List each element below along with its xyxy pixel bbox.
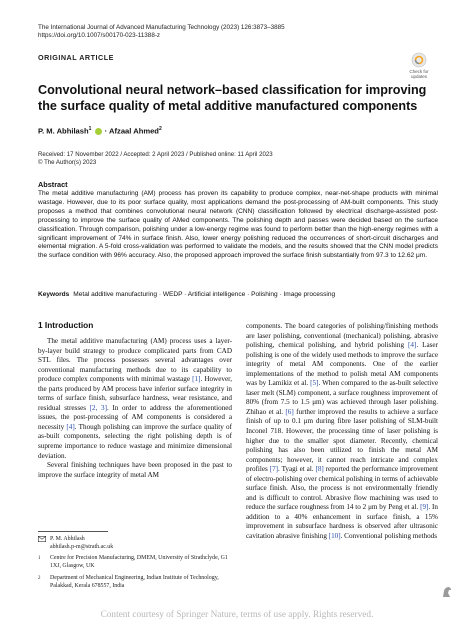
affiliation-2-text: Department of Mechanical Engineering, Indian Institute of Technology, Palakkad, Kerala 678557, India — [50, 574, 219, 589]
author-2[interactable]: Afzaal Ahmed — [109, 126, 159, 136]
abstract-heading: Abstract — [38, 180, 68, 189]
copyright-line: © The Author(s) 2023 — [38, 159, 97, 167]
author-2-affil: 2 — [158, 126, 162, 132]
citation-link[interactable]: [8] — [315, 465, 324, 474]
intro-paragraph-continued: components. The board categories of polishing/finishing methods are laser polishing, conventional (mechanical) polishing, abrasive polishing, chemical polishing, and hybrid polishing [4]. Laser polishing is one of the widely used methods to improve the surface integrity of metal AM components. One of the earlier implementations of the method to polish metal AM components was by Lamikiz et al. [5]. When compared to the as-built selective laser melt (SLM) component, a surface roughness improvement of 80% (from 7.5 to 1.5 μm) was achieved through laser polishing. Zhihao et al. [6] further improved the results to achieve a surface finish of up to 0.1 μm during fibre laser polishing of SLM-built Inconel 718. However, the processing time of laser polishing is higher due to the smaller spot diameter. Recently, chemical polishing has also been utilized to finish the metal AM components; however, it cannot reach intricate and complex profiles [7]. Tyagi et al. [8] reported the performance improvement of electro-polishing over chemical polishing in terms of achievable surface finish. Also, the process is not environmentally friendly and is difficult to control. Abrasive flow machining was used to reduce the surface roughness from 14 to 2 μm by Peng et al. [9]. In addition to a 40% enhancement in surface finish, a 15% improvement in subsurface hardness is observed after ultrasonic cavitation abrasive finishing [10]. Conventional polishing methods — [246, 322, 438, 541]
author-separator: · — [102, 126, 110, 136]
envelope-icon — [38, 536, 50, 551]
check-for-updates-badge[interactable] — [402, 52, 436, 79]
author-1-affil: 1 — [88, 126, 92, 132]
affiliation-1-mark: 1 — [38, 556, 41, 562]
corresponding-author — [38, 536, 232, 551]
section-heading-introduction: 1 Introduction — [38, 320, 94, 330]
article-dates — [38, 151, 273, 167]
citation-link[interactable]: [9] — [420, 503, 429, 512]
keywords-label: Keywords — [38, 291, 70, 298]
corresponding-author-name: P. M. Abhilash — [50, 536, 85, 542]
affiliation-2-mark: 2 — [38, 575, 41, 581]
check-updates-line2: updates — [410, 74, 427, 80]
paper-title: Convolutional neural network–based classification for improving the surface quality of metal additive manufactured components — [38, 83, 427, 113]
check-updates-line1: Check for — [409, 69, 429, 74]
abstract-text: The metal additive manufacturing (AM) process has proven its capability to produce complex, near-net-shape products with minimal wastage. However, due to its poor surface quality, most applications demand the post-processing of AM-built components. This study proposes a method that combines convolutional neural network (CNN) classification followed by electrical discharge-assisted post-processing to improve the surface quality of AMed components. The polishing depth and passes were decided based on the surface classification. Through comparison, polishing under a low-energy regime was found to perform better than the high-energy regimes with a significant improvement of 74% in surface finish. Also, lower energy polishing reduced the occurrences of short-circuit discharges and elemental migration. A 5-fold cross-validation was performed to validate the models, and the results showed that the CNN model predicts the surface condition with 96% accuracy. Also, the proposed approach improved the surface finish substantially from 97.3 to 12.62 μm. — [38, 190, 438, 260]
citation-link[interactable]: [4] — [408, 341, 417, 350]
citation-link[interactable]: [6] — [285, 407, 294, 416]
intro-paragraph-2: Several finishing techniques have been proposed in the past to improve the surface integrity of metal AM — [38, 461, 232, 479]
citation-link[interactable]: [10] — [328, 532, 341, 541]
affiliation-1-text: Centre for Precision Manufacturing, DMEM, University of Strathclyde, G1 1XJ, Glasgow, UK — [50, 555, 228, 570]
journal-citation: The International Journal of Advanced Manufacturing Technology (2023) 126:3873–3885 — [38, 24, 285, 31]
check-updates-icon — [411, 52, 427, 68]
footnote-divider — [38, 531, 108, 532]
publication-history: Received: 17 November 2022 / Accepted: 2 April 2023 / Published online: 11 April 2023 — [38, 151, 273, 158]
keywords-list: Metal additive manufacturing · WEDP · Artificial intelligence · Polishing · Image processing — [73, 291, 336, 298]
citation-link[interactable]: [2, 3] — [89, 403, 107, 412]
doi-link[interactable]: https://doi.org/10.1007/s00170-023-11388-z — [38, 32, 161, 40]
corresponding-author-email[interactable]: abhilash.p-m@strath.ac.uk — [50, 543, 114, 550]
affiliation-1 — [38, 555, 232, 570]
content-courtesy-footer: Content courtesy of Springer Nature, terms of use apply. Rights reserved. — [100, 610, 374, 620]
citation-link[interactable]: [1] — [192, 375, 201, 384]
article-type-label: ORIGINAL ARTICLE — [38, 53, 114, 62]
springer-horse-icon — [440, 585, 454, 599]
springer-logo — [440, 585, 454, 601]
journal-header — [38, 24, 285, 41]
author-list — [38, 126, 162, 136]
orcid-icon[interactable] — [95, 128, 102, 135]
citation-link[interactable]: [4] — [66, 422, 75, 431]
left-column-text — [38, 337, 232, 480]
footnotes — [38, 536, 232, 594]
citation-link[interactable]: [5] — [310, 379, 319, 388]
right-column-text — [246, 322, 438, 542]
affiliation-2 — [38, 575, 232, 590]
keywords-block — [38, 291, 438, 300]
citation-link[interactable]: [7] — [269, 465, 279, 474]
author-1[interactable]: P. M. Abhilash — [38, 126, 89, 136]
intro-paragraph-1: The metal additive manufacturing (AM) process uses a layer-by-layer build strategy to produce complicated parts from CAD STL files. The process possesses several advantages over conventional manufacturing methods due to its capability to produce complex components with minimal wastage [1]. However, the parts produced by AM process have inferior surface integrity in terms of surface finish, subsurface hardness, wear resistance, and residual stresses [2, 3]. In order to address the aforementioned issues, the post-processing of AM components is considered a necessity [4]. Though polishing can improve the surface quality of as-built components, selecting the right polishing depth is of supreme importance to reduce wastage and minimize dimensional deviation. — [38, 337, 233, 460]
